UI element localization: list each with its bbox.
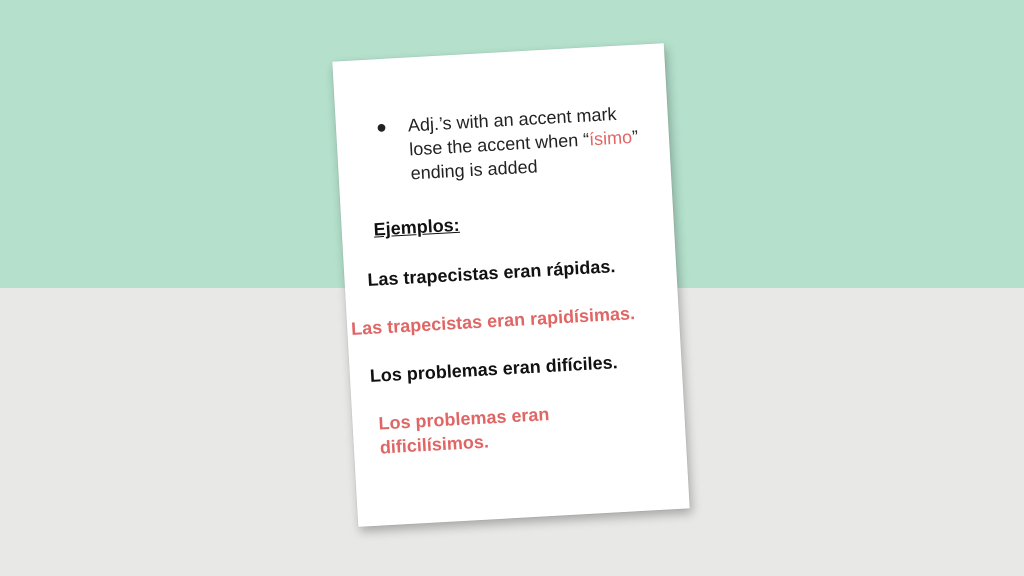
example-1-original: Las trapecistas eran rápidas. bbox=[366, 256, 616, 290]
bullet-highlight: ísimo bbox=[588, 127, 633, 150]
bullet-text bbox=[407, 100, 649, 185]
bullet-marker: ● bbox=[375, 116, 388, 138]
bullet-text-before: Adj.’s with an accent mark lose the accent when “ bbox=[407, 103, 617, 160]
paper-sheet bbox=[332, 43, 689, 527]
examples-heading: Ejemplos: bbox=[373, 214, 461, 240]
bullet-text-after: ” ending is added bbox=[410, 126, 639, 184]
example-1-transformed: Las trapecistas eran rapidísimas. bbox=[350, 303, 636, 339]
example-2-original: Los problemas eran difíciles. bbox=[369, 352, 619, 387]
bullet-point bbox=[375, 100, 649, 187]
example-2-transformed: Los problemas eran dificilísimos. bbox=[377, 404, 550, 458]
